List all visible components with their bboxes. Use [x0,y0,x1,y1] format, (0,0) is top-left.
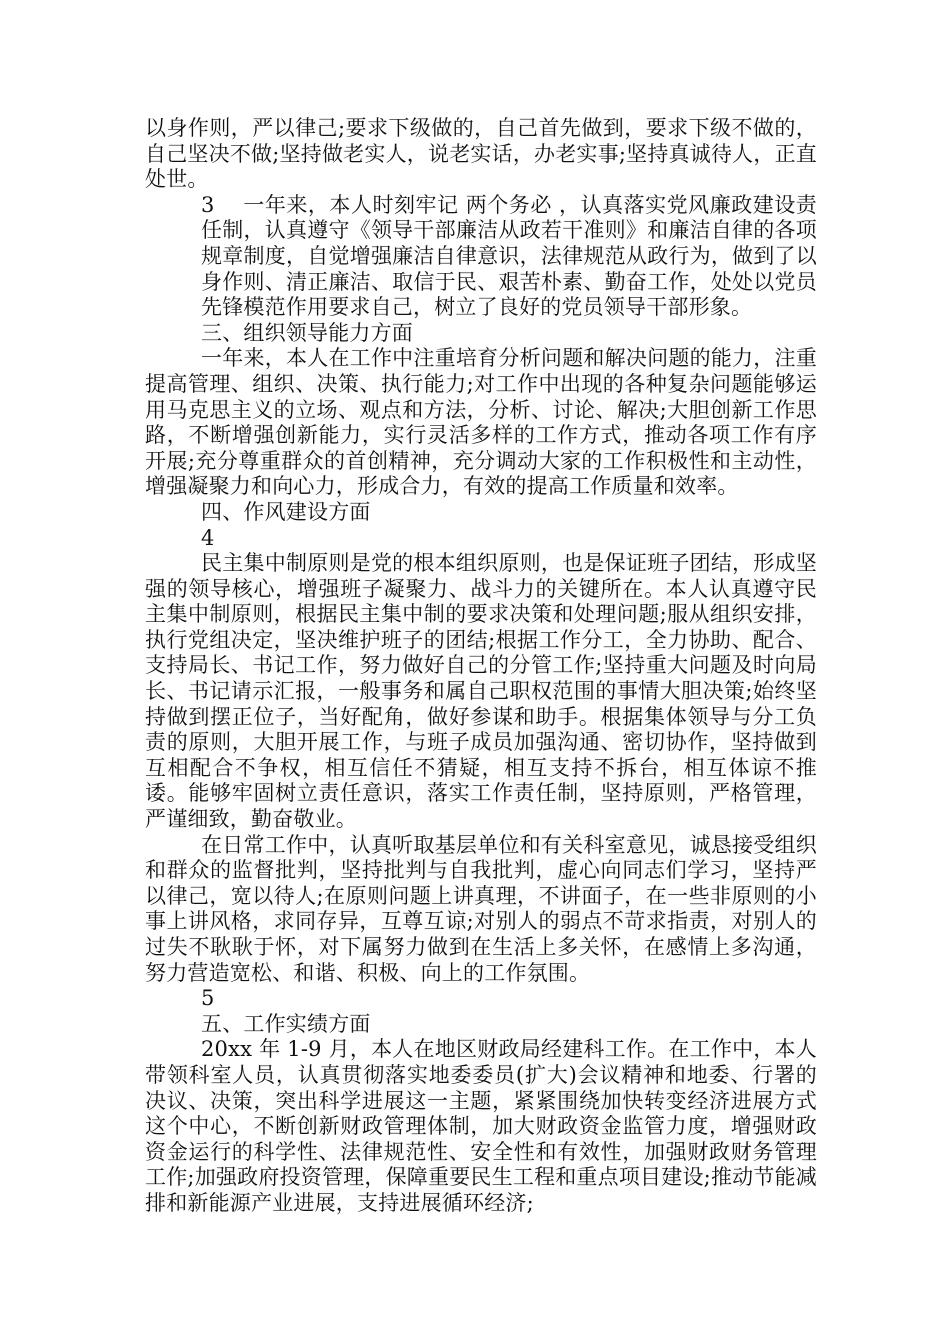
paragraph-integrity [145,193,817,321]
section-heading-leadership: 三、组织领导能力方面 [201,320,413,345]
item-number: 5 [201,986,215,1011]
section-heading-work-style: 四、作风建设方面 [201,499,371,524]
item-number: 4 [201,525,215,550]
paragraph-democratic-centralism: 民主集中制原则是党的根本组织原则，也是保证班子团结，形成坚强的领导核心，增强班子凝聚力、战斗力的关键所在。本人认真遵守民主集中制原则，根据民主集中制的要求决策和处理问题;服从组织安排，执行党组决定，坚决维护班子的团结;根据工作分工，全力协助、配合、支持局长、书记工作，努力做好自己的分管工作;坚持重大问题及时向局长、书记请示汇报，一般事务和属自己职权范围的事情大胆决策;始终坚持做到摆正位子，当好配角，做好参谋和助手。根据集体领导与分工负责的原则，大胆开展工作，与班子成员加强沟通、密切协作，坚持做到互相配合不争权，相互信任不猜疑，相互支持不拆台，相互体谅不推诿。能够牢固树立责任意识，落实工作责任制，坚持原则，严格管理，严谨细致，勤奋敬业。 [145,551,817,832]
section-heading-achievements: 五、工作实绩方面 [201,1011,371,1036]
paragraph-self-discipline: 以身作则，严以律己;要求下级做的，自己首先做到，要求下级不做的，自己坚决不做;坚持做老实人，说老实话，办老实事;坚持真诚待人，正直处世。 [145,116,817,192]
paragraph-daily-work: 在日常工作中，认真听取基层单位和有关科室意见，诚恳接受组织和群众的监督批判，坚持批判与自我批判，虚心向同志们学习，坚持严以律己，宽以待人;在原则问题上讲真理，不讲面子，在一些非原则的小事上讲风格，求同存异，互尊互谅;对别人的弱点不苛求指责，对别人的过失不耿耿于怀，对下属努力做到在生活上多关怀，在感情上多沟通，努力营造宽松、和谐、积极、向上的工作氛围。 [145,832,817,985]
paragraph-leadership: 一年来，本人在工作中注重培育分析问题和解决问题的能力，注重提高管理、组织、决策、执行能力;对工作中出现的各种复杂问题能够运用马克思主义的立场、观点和方法，分析、讨论、解决;大胆创新工作思路，不断增强创新能力，实行灵活多样的工作方式，推动各项工作有序开展;充分尊重群众的首创精神，充分调动大家的工作积极性和主动性，增强凝聚力和向心力，形成合力，有效的提高工作质量和效率。 [145,346,817,499]
document-page [145,116,817,1217]
paragraph-integrity-text: 一年来，本人时刻牢记 两个务必 ，认真落实党风廉政建设责任制，认真遵守《领导干部廉洁从政若干准则》和廉洁自律的各项规章制度，自觉增强廉洁自律意识，法律规范从政行为，做到了以身作则、清正廉洁、取信于民、艰苦朴素、勤奋工作，处处以党员先锋模范作用要求自己，树立了良好的党员领导干部形象。 [201,192,817,320]
paragraph-achievements: 20xx 年 1-9 月，本人在地区财政局经建科工作。在工作中，本人带领科室人员，认真贯彻落实地委委员(扩大)会议精神和地委、行署的决议、决策，突出科学进展这一主题，紧紧围绕加快转变经济进展方式这个中心，不断创新财政管理体制，加大财政资金监管力度，增强财政资金运行的科学性、法律规范性、安全性和有效性，加强财政财务管理工作;加强政府投资管理，保障重要民生工程和重点项目建设;推动节能减排和新能源产业进展，支持进展循环经济; [145,1037,817,1215]
item-number: 3 [201,192,215,217]
